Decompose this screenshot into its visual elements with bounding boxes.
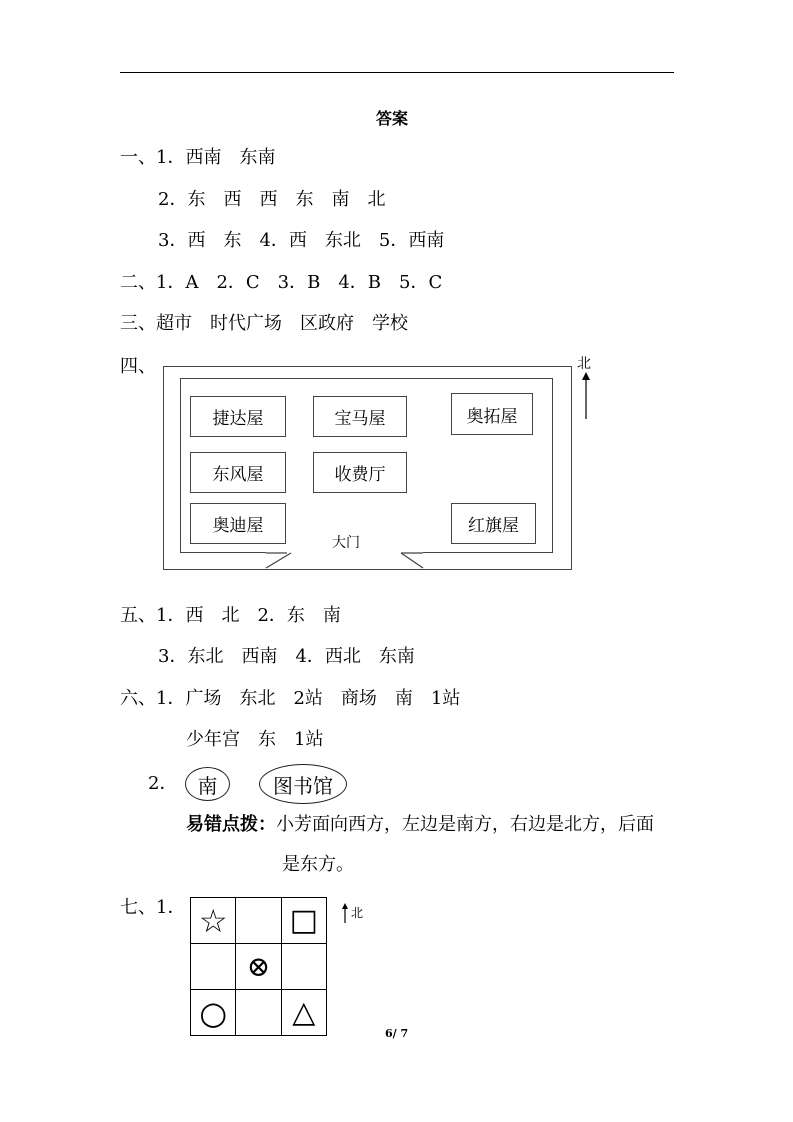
square-icon: □ xyxy=(289,902,318,938)
error-tip-text: 小芳面向西方，左边是南方，右边是北方，后面 xyxy=(276,814,654,835)
section-2 xyxy=(120,271,442,295)
section-4-label: 四、 xyxy=(120,356,156,377)
section-2-answers: 1．A 2．C 3．B 4．B 5．C xyxy=(156,272,443,293)
house-dongfeng: 东风屋 xyxy=(190,452,286,493)
section-6-line-1 xyxy=(120,687,460,711)
q2-answer: 东 西 西 东 南 北 xyxy=(187,189,386,210)
house-aotuo: 奥拓屋 xyxy=(451,393,533,435)
q1-answer: 西南 东南 xyxy=(185,147,276,168)
section-6-q2-number: 2． xyxy=(148,773,178,794)
q3-number: 3． xyxy=(158,230,188,251)
position-grid xyxy=(190,897,327,1036)
section-5-line-1 xyxy=(120,604,341,628)
circle-icon: ○ xyxy=(199,993,228,1032)
grid-cell xyxy=(191,944,236,990)
q4-number: 4． xyxy=(259,230,289,251)
grid-cell-square xyxy=(281,898,326,944)
north-label: 北 xyxy=(577,356,591,372)
section-5-answers-1: 1．西 北 2．东 南 xyxy=(156,605,341,626)
section-1-line-2 xyxy=(158,188,385,212)
section-5-label: 五、 xyxy=(120,605,156,626)
section-3-label: 三、 xyxy=(120,313,156,334)
grid-north-arrow-icon xyxy=(340,902,350,924)
house-shoufei: 收费厅 xyxy=(313,452,407,493)
q1-number: 1． xyxy=(156,147,186,168)
error-tip-line xyxy=(186,813,654,837)
triangle-icon: △ xyxy=(292,994,316,1030)
gate-label: 大门 xyxy=(332,535,360,551)
section-1-label: 一、 xyxy=(120,147,156,168)
section-6-answers-1: 1．广场 东北 2站 商场 南 1站 xyxy=(156,688,461,709)
star-icon: ☆ xyxy=(198,901,228,940)
section-3 xyxy=(120,312,408,336)
grid-cell xyxy=(236,898,281,944)
section-5-line-2: 3．东北 西南 4．西北 东南 xyxy=(158,646,415,667)
section-2-label: 二、 xyxy=(120,272,156,293)
page-title: 答案 xyxy=(376,109,409,128)
grid-cell-circled-x xyxy=(236,944,281,990)
north-arrow-icon xyxy=(578,370,594,420)
q3-answer: 西 东 xyxy=(187,230,242,251)
house-baoma: 宝马屋 xyxy=(313,396,407,437)
grid-cell xyxy=(281,944,326,990)
grid-cell-star xyxy=(191,898,236,944)
house-jieda: 捷达屋 xyxy=(190,396,286,437)
circled-x-icon: ⊗ xyxy=(246,949,271,983)
q4-answer: 西 东北 xyxy=(288,230,361,251)
grid-cell xyxy=(236,990,281,1036)
gate-lines xyxy=(163,548,572,572)
grid-north-label: 北 xyxy=(351,906,364,920)
page-number: 6/ 7 xyxy=(385,1027,409,1040)
answer-oval-library: 图书馆 xyxy=(259,764,347,804)
house-hongqi: 红旗屋 xyxy=(451,503,536,544)
section-1-line-3 xyxy=(158,229,444,253)
error-tip-label: 易错点拨： xyxy=(186,814,276,835)
q5-number: 5． xyxy=(378,230,409,251)
section-6-line-2: 少年宫 东 1站 xyxy=(186,729,324,750)
section-6-label: 六、 xyxy=(120,688,156,709)
grid-cell-triangle xyxy=(281,990,326,1036)
grid-cell-circle xyxy=(191,990,236,1036)
error-tip-continuation: 是东方。 xyxy=(282,854,354,875)
section-7-label: 七、1． xyxy=(120,897,186,918)
section-3-answers: 超市 时代广场 区政府 学校 xyxy=(156,313,408,334)
q5-answer: 西南 xyxy=(408,230,445,251)
q2-number: 2． xyxy=(158,189,188,210)
section-1-line-1 xyxy=(120,146,275,170)
header-rule xyxy=(120,72,674,73)
house-aodi: 奥迪屋 xyxy=(190,503,286,544)
answer-oval-south: 南 xyxy=(185,767,230,801)
